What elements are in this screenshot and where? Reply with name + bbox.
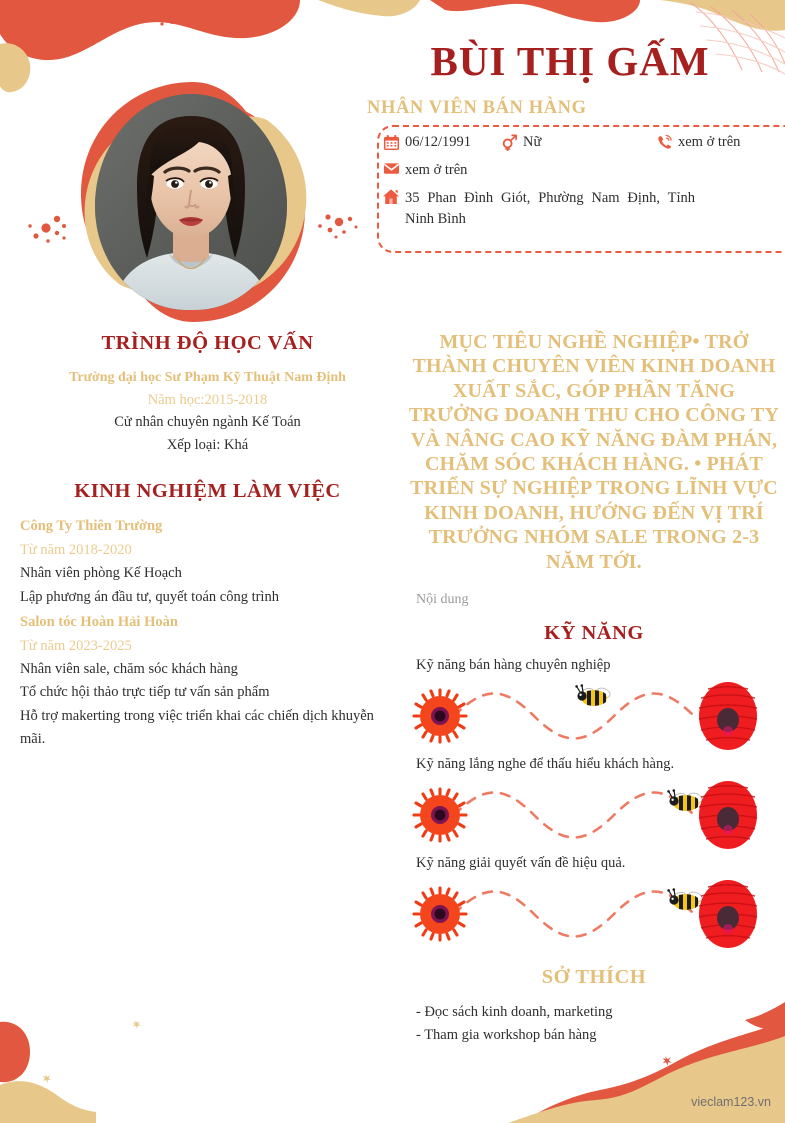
envelope-icon (377, 160, 405, 177)
home-icon (377, 188, 405, 206)
skill-item (408, 756, 780, 853)
experience-duty: Hỗ trợ makerting trong việc triển khai các chiến dịch khuyễn mãi. (20, 707, 374, 748)
beehive-icon (699, 781, 757, 849)
contact-address-value: 35 Phan Đình Giót, Phường Nam Định, Tỉnh Ninh Bình (405, 189, 695, 228)
education-grade: Xếp loại: Khá (166, 436, 249, 453)
skill-progress-graphic (408, 676, 780, 754)
profile-photo (59, 68, 327, 336)
hobby-item: - Tham gia workshop bán hàng (416, 1027, 597, 1044)
skill-item (408, 855, 780, 952)
bee-icon (667, 888, 703, 910)
contact-phone-value: xem ở trên (678, 134, 741, 150)
contact-gender-value: Nữ (523, 134, 542, 150)
left-column (20, 332, 395, 752)
skill-label: Kỹ năng lắng nghe để thấu hiểu khách hàng. (416, 755, 675, 772)
contact-email-value: xem ở trên (405, 161, 468, 178)
contact-row-primary (377, 132, 785, 154)
education-year: Năm học:2015-2018 (147, 391, 268, 408)
job-role: NHÂN VIÊN BÁN HÀNG (367, 98, 587, 118)
skill-progress-graphic (408, 775, 780, 853)
education-degree: Cử nhân chuyên ngành Kế Toán (114, 414, 301, 431)
experience-company: Công Ty Thiên Trường (20, 518, 163, 535)
gender-icon (495, 134, 523, 151)
flower-icon (414, 789, 466, 841)
contact-address (377, 188, 785, 232)
flower-icon (414, 888, 466, 940)
watermark: vieclam123.vn (691, 1095, 771, 1109)
career-objective: MỤC TIÊU NGHỀ NGHIỆP• TRỞ THÀNH CHUYÊN VIÊN KINH DOANH XUẤT SẮC, GÓP PHẦN TĂNG TRƯỞNG DOANH THU CHO CÔNG TY VÀ NÂNG CAO KỸ NĂNG ĐÀM PHÁN, CHĂM SÓC KHÁCH HÀNG. • PHÁT TRIỂN SỰ NGHIỆP TRONG LĨNH VỰC KINH DOANH, HƯỚNG ĐẾN VỊ TRÍ TRƯỞNG NHÓM SALE TRONG 2-3 NĂM TỚI. (408, 331, 780, 573)
contact-dob-value: 06/12/1991 (405, 134, 472, 150)
hobbies-title: SỞ THÍCH (541, 965, 647, 988)
contact-gender (495, 132, 650, 154)
experience-company: Salon tóc Hoàn Hải Hoàn (20, 614, 178, 631)
bee-icon (575, 684, 611, 706)
bee-icon (667, 789, 703, 811)
contact-dob (377, 132, 495, 154)
objective-note: Nội dung (416, 591, 469, 607)
experience-duty: Lập phương án đầu tư, quyết toán công trình (20, 588, 279, 605)
experience-item (20, 515, 395, 609)
education-school: Trường đại học Sư Phạm Kỹ Thuật Nam Định (69, 370, 346, 385)
experience-item (20, 611, 395, 752)
contact-details (377, 132, 785, 237)
portrait-illustration (95, 94, 287, 310)
experience-duty: Nhân viên phòng Kế Hoạch (20, 565, 182, 582)
skill-label: Kỹ năng giải quyết vấn đề hiệu quả. (416, 854, 626, 871)
experience-period: Từ năm 2018-2020 (20, 541, 132, 558)
experience-period: Từ năm 2023-2025 (20, 637, 132, 654)
beehive-icon (699, 880, 757, 948)
skills-title: KỸ NĂNG (544, 621, 644, 644)
beehive-icon (699, 682, 757, 750)
photo-image (95, 94, 287, 310)
experience-duty: Nhân viên sale, chăm sóc khách hàng (20, 661, 238, 677)
skill-progress-graphic (408, 874, 780, 952)
contact-email (377, 160, 785, 182)
right-column (408, 330, 780, 1047)
experience-duty: Tổ chức hội thảo trực tiếp tư vấn sản phẩm (20, 684, 270, 701)
contact-phone (650, 132, 740, 154)
flower-icon (414, 690, 466, 742)
page-title: BÙI THỊ GẤM (430, 38, 710, 84)
education-title: TRÌNH ĐỘ HỌC VẤN (101, 332, 314, 354)
skill-item (408, 657, 780, 754)
skill-label: Kỹ năng bán hàng chuyên nghiệp (416, 656, 611, 673)
calendar-icon (377, 134, 405, 151)
phone-icon (650, 134, 678, 151)
experience-title: KINH NGHIỆM LÀM VIỆC (74, 480, 341, 503)
hobby-item: - Đọc sách kinh doanh, marketing (416, 1003, 613, 1020)
